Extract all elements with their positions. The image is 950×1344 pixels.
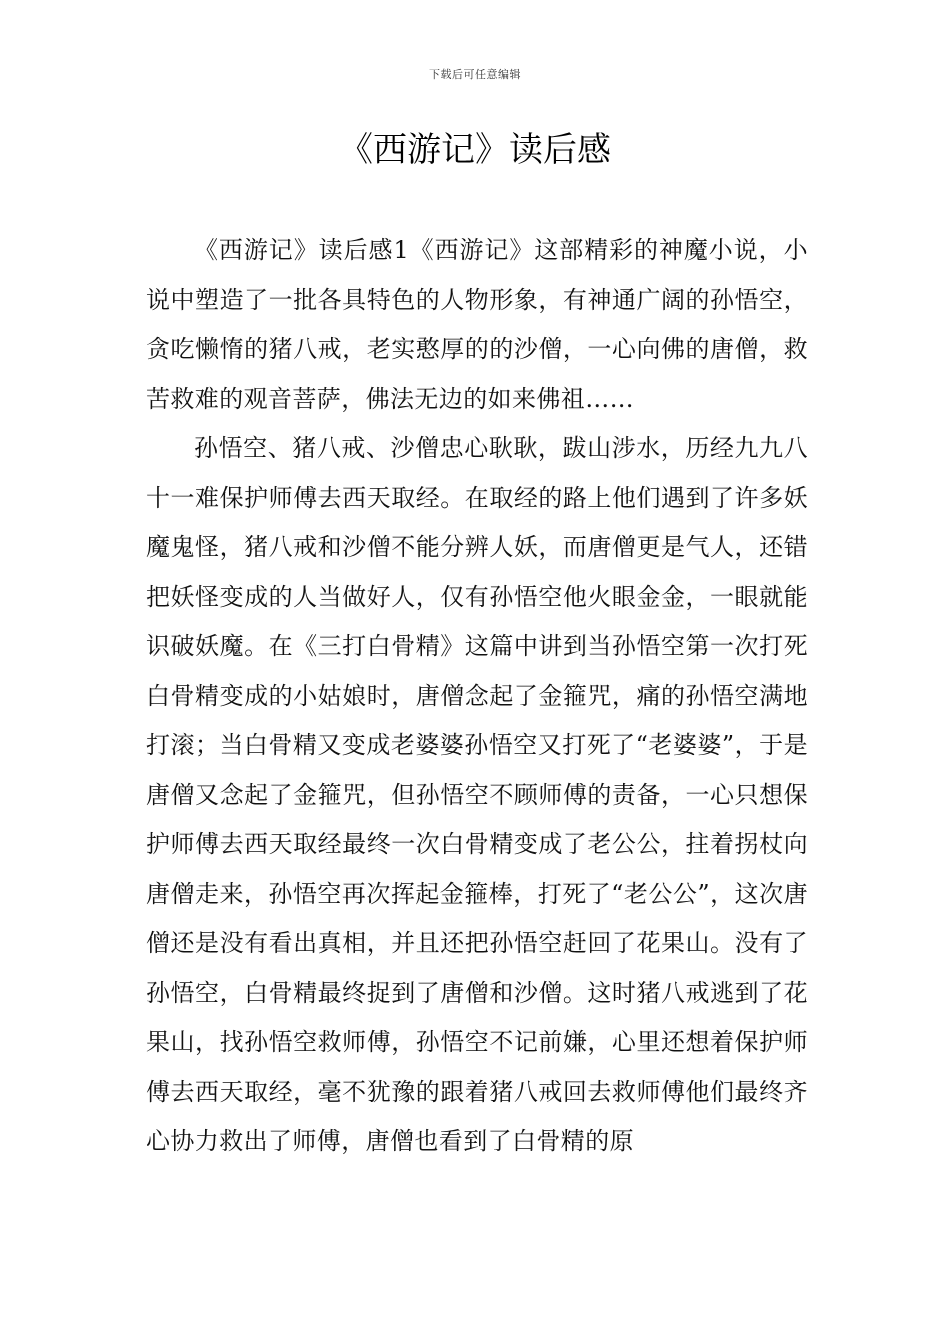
document-body [146,226,808,1167]
header-note: 下载后可任意编辑 [429,68,521,81]
paragraph-2: 孙悟空、猪八戒、沙僧忠心耿耿，跋山涉水，历经九九八十一难保护师傅去西天取经。在取经的路上他们遇到了许多妖魔鬼怪，猪八戒和沙僧不能分辨人妖，而唐僧更是气人，还错把妖怪变成的人当做好人，仅有孙悟空他火眼金金，一眼就能识破妖魔。在《三打白骨精》这篇中讲到当孙悟空第一次打死白骨精变成的小姑娘时，唐僧念起了金箍咒，痛的孙悟空满地打滚；当白骨精又变成老婆婆孙悟空又打死了“老婆婆”，于是唐僧又念起了金箍咒，但孙悟空不顾师傅的责备，一心只想保护师傅去西天取经最终一次白骨精变成了老公公，拄着拐杖向唐僧走来，孙悟空再次挥起金箍棒，打死了“老公公”，这次唐僧还是没有看出真相，并且还把孙悟空赶回了花果山。没有了孙悟空，白骨精最终捉到了唐僧和沙僧。这时猪八戒逃到了花果山，找孙悟空救师傅，孙悟空不记前嫌，心里还想着保护师傅去西天取经，毫不犹豫的跟着猪八戒回去救师傅他们最终齐心协力救出了师傅，唐僧也看到了白骨精的原 [146,434,808,1155]
document-title: 《西游记》读后感 [339,130,611,170]
paragraph-1: 《西游记》读后感1《西游记》这部精彩的神魔小说，小说中塑造了一批各具特色的人物形象，有神通广阔的孙悟空，贪吃懒惰的猪八戒，老实憨厚的的沙僧，一心向佛的唐僧，救苦救难的观音菩萨，佛法无边的如来佛祖…… [146,236,808,413]
